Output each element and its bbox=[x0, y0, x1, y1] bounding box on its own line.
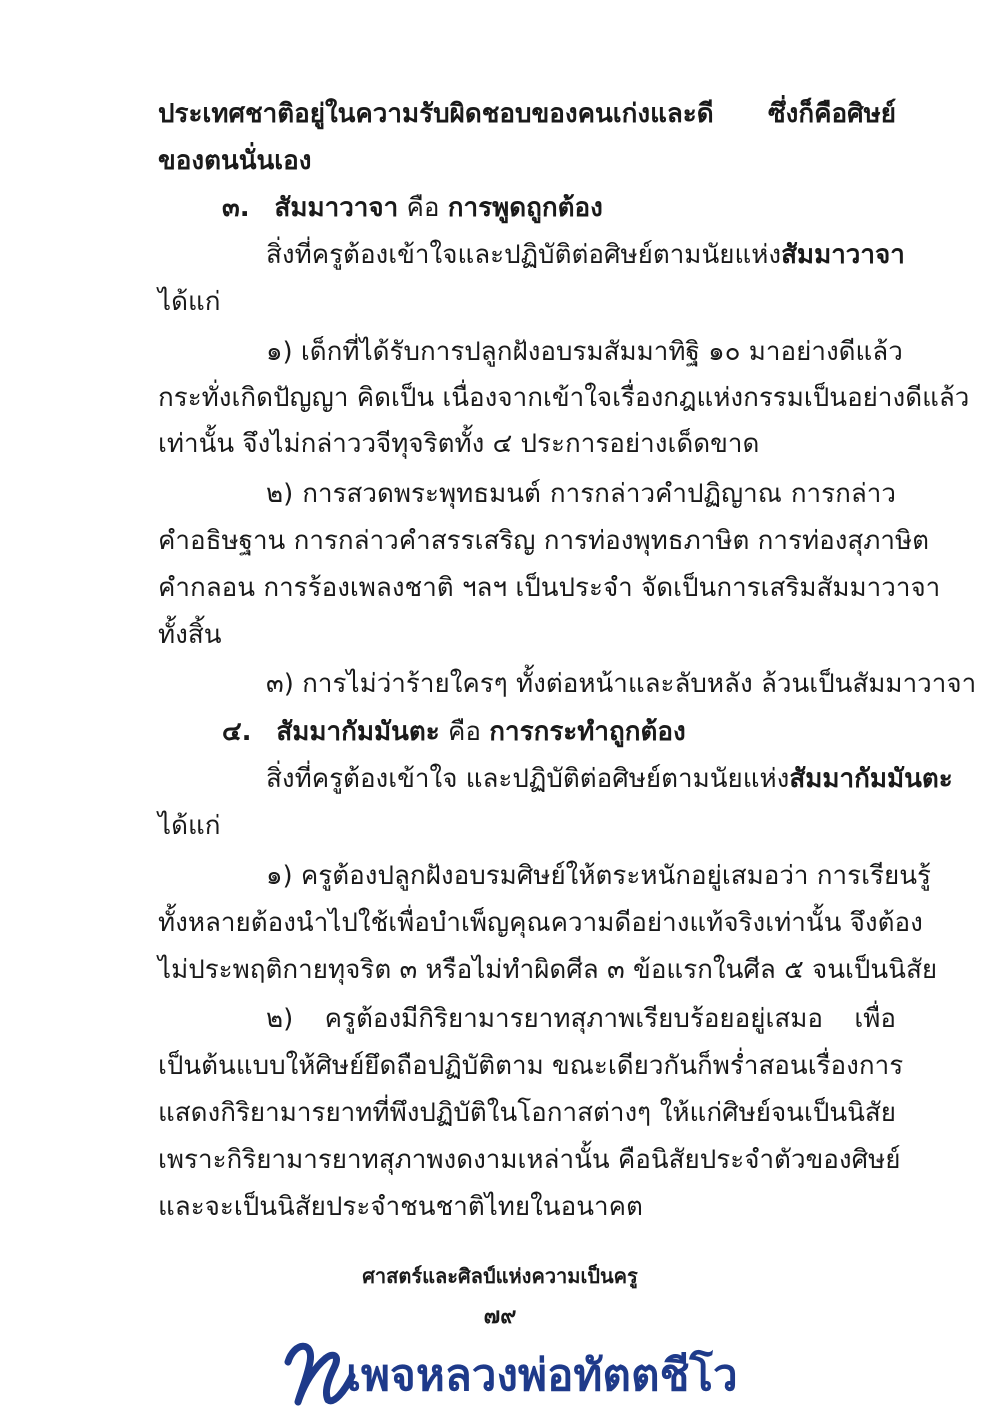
intro-term: สัมมากัมมันตะ bbox=[789, 764, 953, 794]
paragraph-intro bbox=[266, 755, 953, 803]
text-line: ๑) เด็กที่ได้รับการปลูกฝังอบรมสัมมาทิฐิ ๑๐ มาอย่างดีแล้ว bbox=[266, 337, 903, 367]
section-number: ๔. bbox=[222, 717, 252, 747]
section-term: สัมมากัมมันตะ bbox=[276, 717, 440, 747]
section-connector: คือ bbox=[406, 193, 440, 223]
section-connector: คือ bbox=[448, 717, 482, 747]
text-line: ทั้งหลายต้องนำไปใช้เพื่อบำเพ็ญคุณความดีอย่างแท้จริงเท่านั้น จึงต้อง bbox=[158, 908, 923, 938]
text-line: ได้แก่ bbox=[158, 287, 221, 317]
text-line: ได้แก่ bbox=[158, 811, 221, 841]
paragraph-intro bbox=[266, 231, 905, 279]
text-line: ๓) การไม่ว่าร้ายใครๆ ทั้งต่อหน้าและลับหลัง ล้วนเป็นสัมมาวาจา bbox=[266, 669, 977, 699]
text-line: แสดงกิริยามารยาทที่พึงปฏิบัติในโอกาสต่างๆ ให้แก่ศิษย์จนเป็นนิสัย bbox=[158, 1098, 896, 1128]
text-line: ทั้งสิ้น bbox=[158, 620, 222, 650]
text-line: ประเทศชาติอยู่ในความรับผิดชอบของคนเก่งและดี ซึ่งก็คือศิษย์ bbox=[158, 99, 896, 129]
text-line: เพราะกิริยามารยาทสุภาพงดงามเหล่านั้น คือนิสัยประจำตัวของศิษย์ bbox=[158, 1145, 901, 1175]
text-line: ๒) การสวดพระพุทธมนต์ การกล่าวคำปฏิญาณ การกล่าว bbox=[266, 479, 896, 509]
page-number: ๗๙ bbox=[483, 1304, 517, 1329]
text-line: คำอธิษฐาน การกล่าวคำสรรเสริญ การท่องพุทธภาษิต การท่องสุภาษิต bbox=[158, 526, 930, 556]
section-definition: การกระทำถูกต้อง bbox=[489, 717, 686, 747]
text-line: ของตนนั่นเอง bbox=[158, 146, 312, 176]
text-line: ไม่ประพฤติกายทุจริต ๓ หรือไม่ทำผิดศีล ๓ ข้อแรกในศีล ๕ จนเป็นนิสัย bbox=[158, 955, 938, 985]
section-number: ๓. bbox=[222, 193, 250, 223]
page-logo bbox=[280, 1332, 738, 1408]
intro-text: สิ่งที่ครูต้องเข้าใจและปฏิบัติต่อศิษย์ตามนัยแห่ง bbox=[266, 240, 782, 270]
logo-text: เพจหลวงพ่อทัตตชีโว bbox=[346, 1350, 738, 1401]
text-line: ๑) ครูต้องปลูกฝังอบรมศิษย์ให้ตระหนักอยู่เสมอว่า การเรียนรู้ bbox=[266, 861, 931, 891]
text-line: เท่านั้น จึงไม่กล่าววจีทุจริตทั้ง ๔ ประการอย่างเด็ดขาด bbox=[158, 429, 760, 459]
section-definition: การพูดถูกต้อง bbox=[447, 193, 603, 223]
intro-term: สัมมาวาจา bbox=[781, 240, 905, 270]
text-line: และจะเป็นนิสัยประจำชนชาติไทยในอนาคต bbox=[158, 1192, 643, 1222]
book-title: ศาสตร์และศิลป์แห่งความเป็นครู bbox=[362, 1264, 638, 1288]
text-line: เป็นต้นแบบให้ศิษย์ยึดถือปฏิบัติตาม ขณะเดียวกันก็พร่ำสอนเรื่องการ bbox=[158, 1051, 904, 1081]
section-heading-4 bbox=[222, 708, 686, 756]
text-line: กระทั่งเกิดปัญญา คิดเป็น เนื่องจากเข้าใจเรื่องกฎแห่งกรรมเป็นอย่างดีแล้ว bbox=[158, 383, 970, 413]
intro-text: สิ่งที่ครูต้องเข้าใจ และปฏิบัติต่อศิษย์ตามนัยแห่ง bbox=[266, 764, 790, 794]
text-line: คำกลอน การร้องเพลงชาติ ฯลฯ เป็นประจำ จัดเป็นการเสริมสัมมาวาจา bbox=[158, 573, 941, 603]
section-heading-3 bbox=[222, 184, 603, 232]
text-line: ๒) ครูต้องมีกิริยามารยาทสุภาพเรียบร้อยอยู่เสมอ เพื่อ bbox=[266, 1004, 896, 1034]
section-term: สัมมาวาจา bbox=[274, 193, 399, 223]
